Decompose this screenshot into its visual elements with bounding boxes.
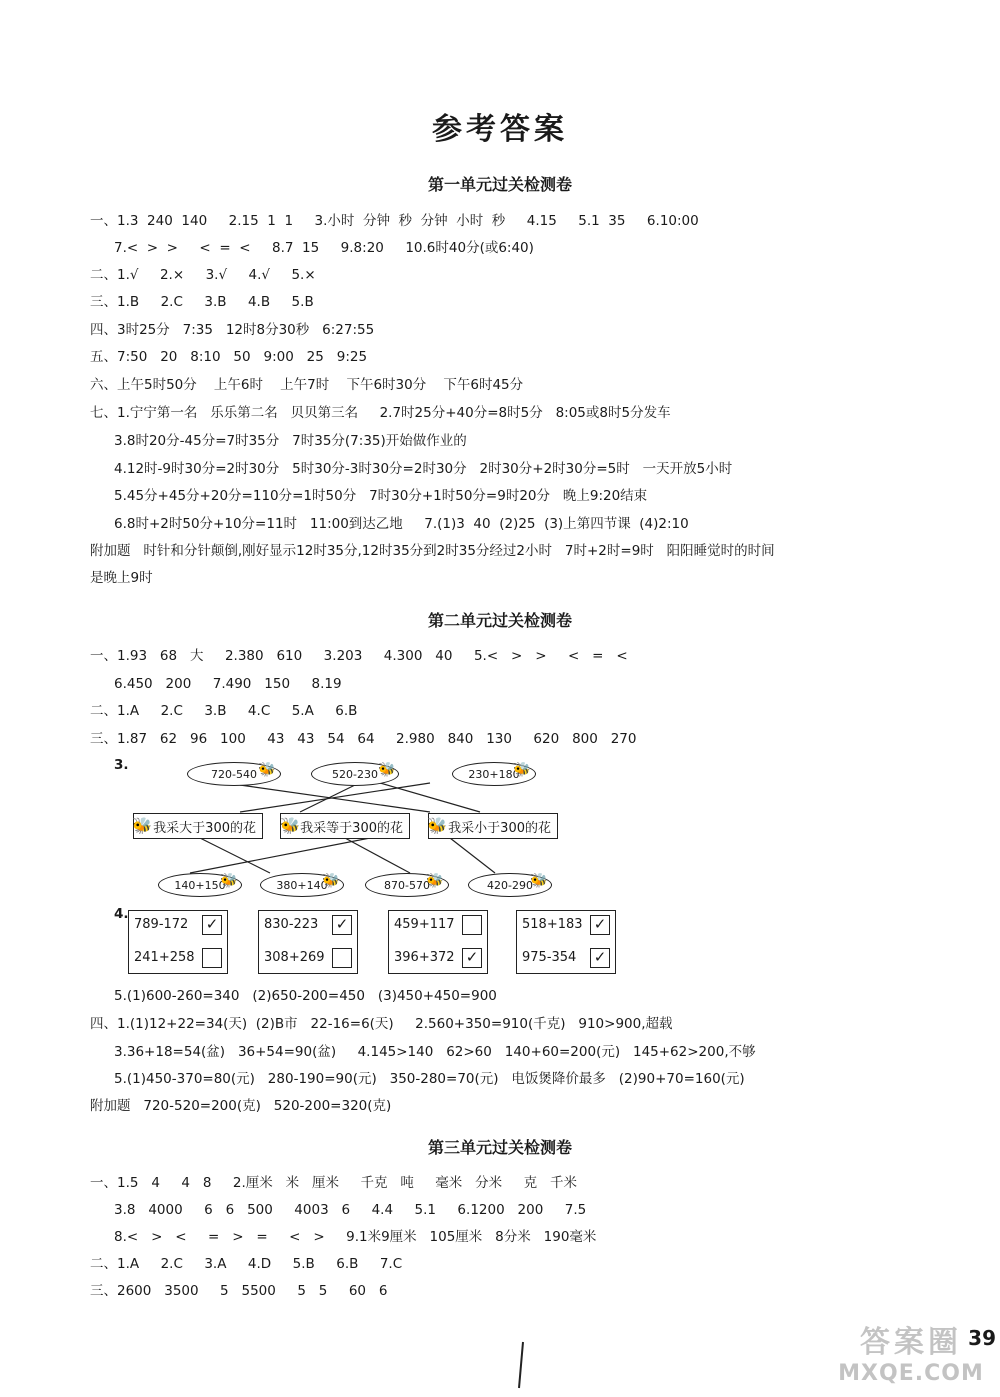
bee-icon: 🐝 — [378, 762, 396, 778]
check-expr: 459+117 — [394, 917, 455, 932]
unit1-line-1: 一、1.3 240 140 2.15 1 1 3.小时 分钟 秒 分钟 小时 秒 4.15 5.1 35 6.10:00 — [90, 213, 699, 229]
unit2-line-2: 6.450 200 7.490 150 8.19 — [114, 676, 342, 692]
check-expr: 396+372 — [394, 950, 455, 965]
check-mark: ✓ — [590, 948, 610, 968]
unit1-line-13: 附加题 时针和分针颠倒,刚好显示12时35分,12时35分到2时35分经过2小时 7时+2时=9时 阳阳睡觉时的时间 — [90, 543, 775, 559]
bee-icon: 🐝 — [258, 762, 276, 778]
watermark-line2: MXQE.COM — [838, 1361, 984, 1386]
unit1-line-11: 5.45分+45分+20分=110分=1时50分 7时30分+1时50分=9时20分 晚上9:20结束 — [114, 488, 648, 504]
unit1-line-7: 六、上午5时50分 上午6时 上午7时 下午6时30分 下午6时45分 — [90, 377, 524, 393]
check-expr: 518+183 — [522, 917, 583, 932]
bottom-oval-4: 420-290 — [468, 873, 552, 897]
bee-icon: 🐝 — [280, 816, 300, 835]
unit2-line-9: 附加题 720-520=200(克) 520-200=320(克) — [90, 1098, 392, 1114]
unit2-heading: 第二单元过关检测卷 — [427, 611, 572, 630]
bee-icon: 🐝 — [220, 873, 238, 889]
unit1-line-9: 3.8时20分-45分=7时35分 7时35分(7:35)开始做作业的 — [114, 433, 467, 449]
unit3-line-2: 3.8 4000 6 6 500 4003 6 4.4 5.1 6.1200 200 7.5 — [114, 1202, 587, 1218]
flower-box-3: 我采小于300的花 — [428, 813, 558, 839]
unit2-q3-label: 3. — [114, 757, 129, 773]
check-mark — [332, 948, 352, 968]
unit1-line-12: 6.8时+2时50分+10分=11时 11:00到达乙地 7.(1)3 40 (2)25 (3)上第四节课 (4)2:10 — [114, 516, 689, 532]
unit2-line-3: 二、1.A 2.C 3.B 4.C 5.A 6.B — [90, 703, 358, 719]
top-oval-1: 720-540 — [187, 762, 281, 786]
page-title: 参考答案 — [432, 112, 568, 147]
check-mark: ✓ — [462, 948, 482, 968]
page-number: 39 — [968, 1326, 996, 1350]
top-oval-2: 520-230 — [311, 762, 399, 786]
check-mark: ✓ — [590, 915, 610, 935]
top-oval-3: 230+180 — [452, 762, 536, 786]
check-expr: 975-354 — [522, 950, 577, 965]
scan-mark — [515, 1340, 527, 1390]
unit1-line-2: 7.< > > < = < 8.7 15 9.8:20 10.6时40分(或6:40) — [114, 240, 534, 256]
unit2-line-4: 三、1.87 62 96 100 43 43 54 64 2.980 840 130 620 800 270 — [90, 731, 637, 747]
unit1-line-5: 四、3时25分 7:35 12时8分30秒 6:27:55 — [90, 322, 375, 338]
bee-icon: 🐝 — [322, 873, 340, 889]
unit1-heading: 第一单元过关检测卷 — [427, 175, 572, 194]
watermark-line1: 答案圈 — [860, 1325, 962, 1360]
bee-icon: 🐝 — [427, 816, 447, 835]
watermark-logo — [836, 1317, 986, 1387]
unit2-line-7: 3.36+18=54(盆) 36+54=90(盆) 4.145>140 62>60 140+60=200(元) 145+62>200,不够 — [114, 1044, 756, 1060]
unit2-line-5: 5.(1)600-260=340 (2)650-200=450 (3)450+450=900 — [114, 988, 497, 1004]
check-expr: 241+258 — [134, 950, 195, 965]
check-expr: 830-223 — [264, 917, 319, 932]
unit3-heading: 第三单元过关检测卷 — [427, 1138, 572, 1157]
check-mark: ✓ — [202, 915, 222, 935]
flower-box-1: 我采大于300的花 — [133, 813, 263, 839]
flower-box-2: 我采等于300的花 — [280, 813, 410, 839]
unit2-line-6: 四、1.(1)12+22=34(天) (2)B市 22-16=6(天) 2.560+350=910(千克) 910>900,超载 — [90, 1016, 673, 1032]
bottom-oval-3: 870-570 — [365, 873, 449, 897]
unit3-line-1: 一、1.5 4 4 8 2.厘米 米 厘米 千克 吨 毫米 分米 克 千米 — [90, 1175, 578, 1191]
unit1-line-6: 五、7:50 20 8:10 50 9:00 25 9:25 — [90, 349, 368, 365]
bee-icon: 🐝 — [513, 762, 531, 778]
unit1-line-10: 4.12时-9时30分=2时30分 5时30分-3时30分=2时30分 2时30分+2时30分=5时 一天开放5小时 — [114, 461, 733, 477]
unit2-line-1: 一、1.93 68 大 2.380 610 3.203 4.300 40 5.< > > < = < — [90, 648, 628, 664]
unit1-line-14: 是晚上9时 — [90, 570, 153, 586]
unit2-line-8: 5.(1)450-370=80(元) 280-190=90(元) 350-280=70(元) 电饭煲降价最多 (2)90+70=160(元) — [114, 1071, 745, 1087]
unit3-line-4: 二、1.A 2.C 3.A 4.D 5.B 6.B 7.C — [90, 1256, 403, 1272]
bottom-oval-1: 140+150 — [158, 873, 242, 897]
check-mark: ✓ — [332, 915, 352, 935]
unit3-line-5: 三、2600 3500 5 5500 5 5 60 6 — [90, 1283, 388, 1299]
bee-icon: 🐝 — [426, 873, 444, 889]
check-expr: 789-172 — [134, 917, 189, 932]
unit1-line-3: 二、1.√ 2.× 3.√ 4.√ 5.× — [90, 267, 316, 283]
check-expr: 308+269 — [264, 950, 325, 965]
unit1-line-8: 七、1.宁宁第一名 乐乐第二名 贝贝第三名 2.7时25分+40分=8时5分 8:05或8时5分发车 — [90, 405, 671, 421]
check-mark — [462, 915, 482, 935]
check-mark — [202, 948, 222, 968]
bee-icon: 🐝 — [530, 873, 548, 889]
unit2-q4-label: 4. — [114, 906, 129, 922]
bee-icon: 🐝 — [132, 816, 152, 835]
bottom-oval-2: 380+140 — [260, 873, 344, 897]
unit3-line-3: 8.< > < = > = < > 9.1米9厘米 105厘米 8分米 190毫米 — [114, 1229, 597, 1245]
unit1-line-4: 三、1.B 2.C 3.B 4.B 5.B — [90, 294, 314, 310]
